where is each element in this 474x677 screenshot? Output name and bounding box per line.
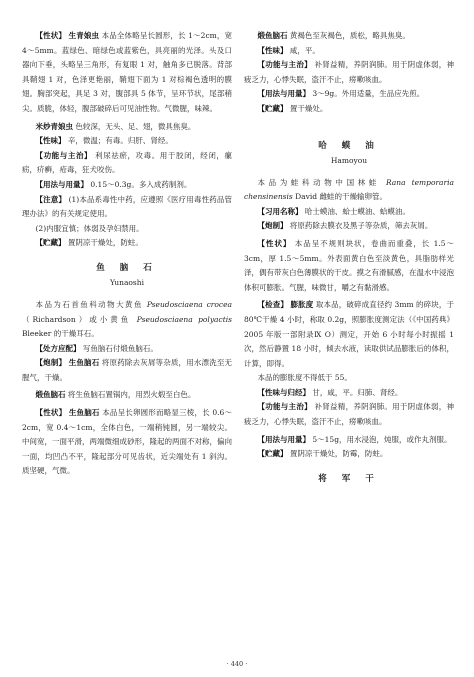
heading-term: 煅鱼脑石	[257, 31, 288, 40]
heading-label: 【处方应配】	[35, 343, 81, 353]
body-text: 将原药除去膜衣及黑子等杂质，筛去灰屑。	[289, 221, 433, 231]
body-text: 置阴凉干燥处，防霉，防蛀。	[289, 449, 388, 459]
paragraph-zhuyi-2	[22, 222, 232, 237]
heading-term: 米炒青娘虫	[35, 121, 73, 131]
paragraph-zhuyi	[22, 193, 232, 222]
body-text: 置干燥处。	[289, 103, 328, 113]
heading-label: 【检查】	[257, 300, 288, 310]
latin-name: Rana temporaria chensinensis	[244, 177, 454, 202]
body-text: 本品为石首鱼科动物大黄鱼	[35, 299, 147, 309]
paragraph-duan	[22, 388, 232, 403]
heading-term: 生鱼脑石	[68, 358, 100, 368]
paragraph-zhucang	[244, 102, 454, 117]
left-column	[22, 29, 232, 479]
paragraph-xiyong	[244, 205, 454, 220]
paragraph-jiancha	[244, 298, 454, 371]
paragraph-yongfa	[22, 178, 232, 193]
heading-label: 【用法与用量】	[257, 89, 310, 99]
section-title: 鱼 脑 石	[96, 262, 158, 273]
section-pinyin: Yunaoshi	[109, 277, 145, 287]
body-text: 黄褐色至灰褐色，质松，略具焦臭。	[289, 31, 410, 40]
body-text: 将生鱼脑石置锅内，用烈火煅至白色。	[67, 390, 196, 400]
body-text: David 雌蛙的干燥输卵管。	[292, 192, 387, 202]
heading-term: 生青娘虫	[68, 31, 100, 40]
body-text: Bleeker 的干燥耳石。	[22, 329, 99, 339]
heading-label: 【功能与主治】	[35, 150, 93, 160]
paragraph-gongneng	[22, 149, 232, 178]
heading-label: 【性味与归经】	[257, 387, 310, 397]
heading-label: 【性状】	[35, 408, 67, 418]
paragraph-yongfa-2	[244, 433, 454, 448]
paragraph-gongneng	[244, 58, 454, 87]
body-text: 甘，咸，平。归肺、肾经。	[312, 387, 403, 397]
paragraph-paozhi	[244, 219, 454, 234]
body-text: 本品全体略呈长圆形，长 1～2cm，宽 4～5mm。蓝绿色、暗绿色或蓝紫色，具亮丽的光泽。头及口器向下垂，头略呈三角形，有复眼 1 对，触角多已脱落。背部具鞘翅 1 对，色泽更艳丽，鞘翅下面为 1 对棕褐色透明的膜翅。胸部突起，具足 3 对，腹部具 5 体节，呈环节状，尾部稍尖。质脆，体轻，腹部破碎后可见油性物。气微腥，味辣。	[22, 31, 233, 113]
heading-label: 【贮藏】	[257, 103, 288, 113]
heading-label: 【炮制】	[257, 221, 288, 231]
heading-label: 【性味】	[257, 45, 288, 55]
body-text: 本品为蛙科动物中国林蛙	[257, 177, 386, 187]
heading-label: 【习用名称】	[257, 206, 303, 216]
heading-label: 【注意】	[35, 194, 67, 204]
body-text: 咸，平。	[289, 45, 320, 55]
heading-label: 【功能与主治】	[257, 60, 312, 70]
paragraph-xingzhuang-2	[22, 406, 232, 479]
body-text: 写鱼脑石付煅鱼脑石。	[82, 343, 158, 353]
heading-label: 【性状】	[35, 31, 67, 40]
next-section-title: 将 军 干	[318, 473, 380, 484]
paragraph-chufang	[22, 342, 232, 357]
heading-label: 【贮藏】	[257, 449, 288, 459]
heading-label: 【用法与用量】	[35, 179, 88, 189]
heading-term: 生鱼脑石	[68, 408, 100, 418]
body-text: 哈士蟆油、蛤士蟆油、蛤蟆油。	[304, 206, 410, 216]
heading-label: 【贮藏】	[35, 238, 66, 248]
body-text: 色较深，无头、足、翅，微具焦臭。	[75, 121, 196, 131]
paragraph-intro	[22, 298, 232, 342]
heading-label: 【性味】	[35, 136, 66, 146]
body-text: 3～9g。外用适量，生品应先煎。	[312, 89, 425, 99]
paragraph-zhucang	[22, 236, 232, 251]
body-text: (2)内服宜慎；体弱及孕妇禁用。	[35, 223, 144, 233]
heading-label: 【炮制】	[35, 358, 67, 368]
heading-label: 【性状】	[257, 238, 292, 248]
paragraph-paozhi	[22, 356, 232, 385]
body-text: 0.15～0.3g。多入成药制剂。	[90, 179, 192, 189]
heading-label: 【功能与主治】	[257, 402, 312, 412]
section-title: 哈 蟆 油	[318, 140, 380, 151]
body-text: 辛，微温；有毒。归肝、肾经。	[67, 136, 173, 146]
right-column	[244, 29, 454, 487]
heading-label: 【用法与用量】	[257, 434, 310, 444]
paragraph-xingwei	[22, 134, 232, 149]
paragraph-intro	[244, 176, 454, 205]
body-text: 将原药除去灰屑等杂质，用水漂洗至无腥气，干燥。	[22, 358, 233, 382]
paragraph-xingzhuang	[22, 29, 232, 117]
paragraph-zhucang-2	[244, 447, 454, 462]
heading-term: 膨胀度	[290, 300, 314, 310]
latin-name: Pseudosciaena crocea	[146, 299, 233, 309]
paragraph-xingwei	[244, 44, 454, 59]
body-text: 补肾益精，养阴润肺。用于阴虚体弱，神疲乏力，心悸失眠，盗汗不止，痨嗽咳血。	[244, 402, 455, 427]
body-text: 补肾益精，养阴润肺。用于阴虚体弱，神疲乏力，心悸失眠，盗汗不止，痨嗽咳血。	[244, 60, 455, 84]
paragraph-duan-block	[244, 29, 454, 44]
paragraph-yongfa	[244, 87, 454, 102]
body-text: 本品呈长卵圆形而略显三棱，长 0.6～2cm，宽 0.4～1cm，全体白色，一端稍钝圆，另一端较尖。中间宽，一面平滑，两端微细成砂形，隆起的两面不对称，偏向一面，均凹凸不平，隆起部分可见齿状，近尖端处有 1 斜沟。质坚硬，气微。	[22, 408, 233, 476]
body-text: 本品呈不规则块状，卷曲而重叠，长 1.5～3cm，厚 1.5～5mm。外表面黄白色至淡黄色，具脂肪样光泽，偶有带灰白色薄膜状的干皮。摸之有滑腻感，在温水中浸泡体积可膨胀。气腥，味微甘，嚼之有黏滑感。	[244, 238, 455, 292]
body-text: 利尿祛瘀，攻毒。用于胶闭，经闭，瘰疬，疥癣，疮毒，狂犬咬伤。	[22, 150, 233, 175]
body-text: (1)本品系毒性中药，应遵照《医疗用毒性药品管理办法》的有关规定使用。	[22, 194, 233, 219]
body-text: 置阴凉干燥处，防蛀。	[67, 238, 143, 248]
page-number: · 440 ·	[226, 660, 248, 668]
body-text: （Richardson）或小黄鱼	[22, 314, 137, 324]
section-pinyin: Hamoyou	[330, 155, 368, 165]
paragraph-gongneng-2	[244, 400, 454, 429]
heading-term: 煅鱼脑石	[35, 390, 66, 400]
paragraph-jiancha-2	[244, 371, 454, 386]
paragraph-xingwei-guijing	[244, 386, 454, 401]
body-text: 5～15g，用水浸泡，炖服，或作丸剂服。	[312, 434, 452, 444]
body-text: 本品的膨胀度不得低于 55。	[257, 373, 352, 383]
body-text: 取本品，破碎成直径约 3mm 的碎块，于 80℃干燥 4 小时，称取 0.2g，照膨胀度测定法（《中国药典》2005 年版一部附录Ⅸ O）测定，开始 6 小时每小时振摇 1 次，然后静置 18 小时，倾去水液，读取供试品膨胀后的体积，计算，即得。	[244, 300, 455, 368]
paragraph-xingzhuang	[244, 237, 454, 295]
latin-name: Pseudosciaena polyactis	[136, 314, 232, 324]
paragraph-mi-chao	[22, 120, 232, 135]
